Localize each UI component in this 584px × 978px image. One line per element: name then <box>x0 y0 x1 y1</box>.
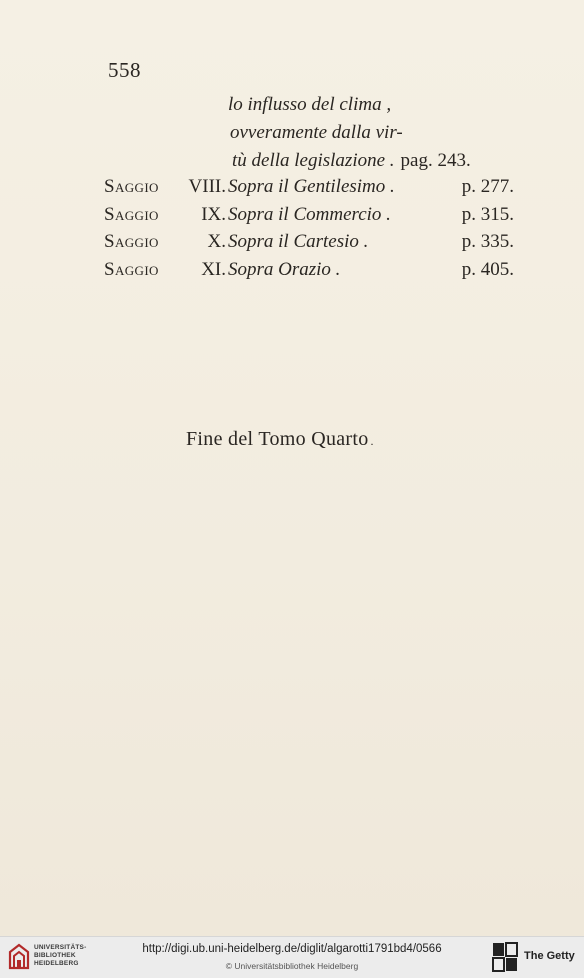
copyright-notice: © Universitätsbibliothek Heidelberg <box>225 961 359 971</box>
toc-entry <box>104 231 514 257</box>
toc-entry-page-ref: p. 277. <box>461 176 514 197</box>
getty-logo-icon <box>492 942 518 972</box>
toc-entry-numeral: XI. <box>201 259 226 280</box>
toc-entry <box>104 204 514 230</box>
closing-text: Fine del Tomo Quarto <box>186 428 369 450</box>
continuation-line-1: lo influsso del clima , <box>228 94 392 115</box>
toc-entry-numeral: IX. <box>201 204 226 225</box>
toc-entry <box>104 259 514 285</box>
toc-entry-numeral: X. <box>207 231 226 252</box>
getty-name[interactable]: The Getty <box>524 950 575 962</box>
toc-entry-title: Sopra il Commercio . <box>228 204 391 225</box>
continuation-line-3-text: tù della legislazione . <box>232 150 395 171</box>
toc-entry-page-ref: p. 315. <box>461 204 514 225</box>
continuation-page-ref: pag. 243. <box>400 150 471 171</box>
toc-entry-title: Sopra il Gentilesimo . <box>228 176 395 197</box>
library-name-line-2: BIBLIOTHEK <box>34 952 76 959</box>
toc-entry <box>104 176 514 202</box>
library-name-line-1: UNIVERSITÄTS- <box>34 944 87 951</box>
toc-entry-label: Saggio <box>104 204 159 225</box>
closing-line <box>186 428 374 451</box>
toc-entry-numeral: VIII. <box>188 176 226 197</box>
continuation-line-3 <box>232 150 471 172</box>
page-number: 558 <box>108 58 141 82</box>
toc-entry-label: Saggio <box>104 176 159 197</box>
toc-entry-page-ref: p. 335. <box>461 231 514 252</box>
toc-entry-title: Sopra il Cartesio . <box>228 231 369 252</box>
footer-bar <box>0 936 584 978</box>
closing-mark: . <box>370 434 374 448</box>
permalink-url[interactable]: http://digi.ub.uni-heidelberg.de/diglit/algarotti1791bd4/0566 <box>142 943 442 955</box>
toc-entry-page-ref: p. 405. <box>461 259 514 280</box>
continuation-line-2: ovveramente dalla vir- <box>230 122 403 143</box>
library-name-line-3: HEIDELBERG <box>34 960 79 967</box>
toc-entry-label: Saggio <box>104 259 159 280</box>
toc-entry-title: Sopra Orazio . <box>228 259 341 280</box>
toc-entry-label: Saggio <box>104 231 159 252</box>
